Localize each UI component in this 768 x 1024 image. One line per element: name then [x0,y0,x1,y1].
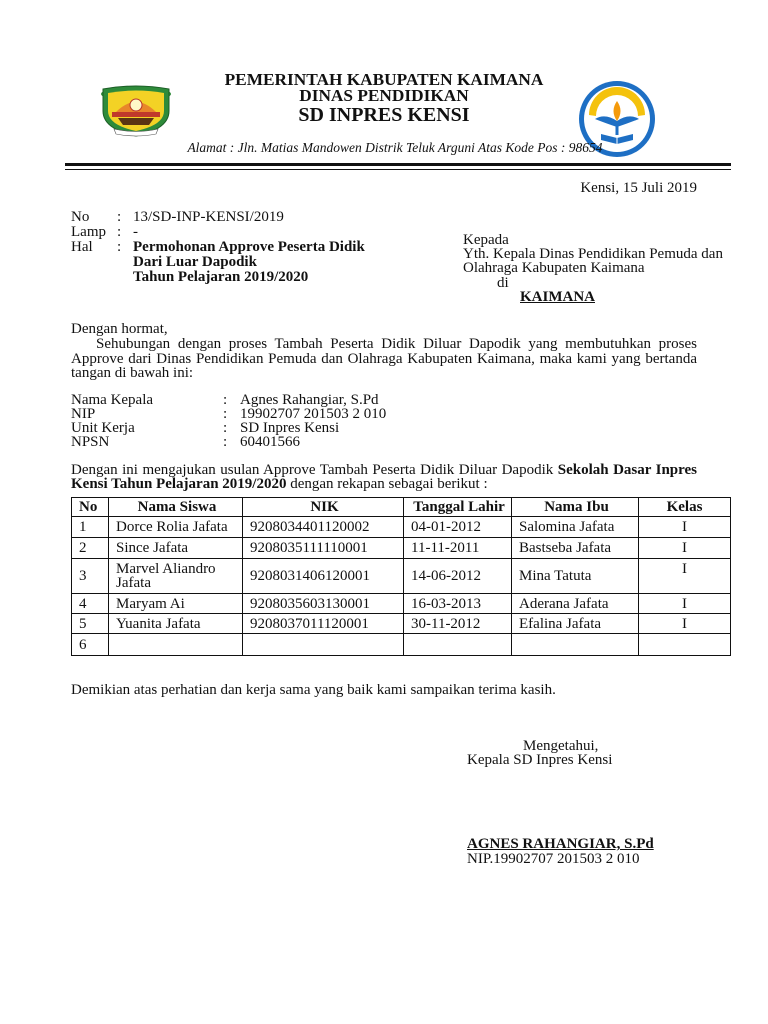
agency-title: DINAS PENDIDIKAN [299,86,469,105]
signature-nip: NIP.19902707 201503 2 010 [467,851,640,867]
proposal-text: dengan rekapan sebagai berikut : [290,476,488,492]
reference-hal-label: Hal [71,239,93,255]
cell-grade: I [639,614,731,634]
cell-no: 3 [72,559,109,594]
signer-field-separator: : [223,434,228,450]
signer-field-value: SD Inpres Kensi [240,420,340,436]
table-row [72,614,731,634]
cell-no: 5 [72,614,109,634]
recipient-city: KAIMANA [520,289,595,305]
greeting: Dengan hormat, [71,321,168,337]
students-table [71,497,731,656]
column-header-grade: Kelas [639,498,731,517]
letterhead-rule-thick [65,163,731,166]
table-row [72,634,731,656]
cell-mother: Efalina Jafata [512,614,639,634]
recipient-to: Kepada [463,232,509,248]
intro-line: tangan di bawah ini: [71,365,194,381]
reference-lamp-label: Lamp [71,224,106,240]
signer-field-value: 19902707 201503 2 010 [240,406,387,422]
cell-nik: 9208031406120001 [243,559,404,594]
cell-name: Since Jafata [109,538,243,559]
column-header-name: Nama Siswa [109,498,243,517]
cell-birth-date: 04-01-2012 [404,517,512,538]
cell-grade: I [639,594,731,614]
cell-grade: I [639,517,731,538]
table-row [72,594,731,614]
cell-no: 6 [72,634,109,656]
signer-field-label: NIP [71,406,96,422]
cell-birth-date: 30-11-2012 [404,614,512,634]
cell-mother: Bastseba Jafata [512,538,639,559]
cell-nik [243,634,404,656]
cell-nik: 9208034401120002 [243,517,404,538]
cell-name [109,634,243,656]
cell-birth-date: 16-03-2013 [404,594,512,614]
reference-hal-line: Tahun Pelajaran 2019/2020 [133,269,309,285]
cell-mother: Salomina Jafata [512,517,639,538]
reference-lamp-value: - [133,224,138,240]
table-row [72,517,731,538]
cell-mother [512,634,639,656]
table-row [72,538,731,559]
signer-field-label: Unit Kerja [71,420,135,436]
cell-nik: 9208037011120001 [243,614,404,634]
letterhead-rule-thin [65,169,731,170]
recipient-at: di [497,275,509,291]
reference-lamp-separator: : [117,224,122,240]
closing-sentence: Demikian atas perhatian dan kerja sama yang baik kami sampaikan terima kasih. [71,682,556,698]
recipient-line: Yth. Kepala Dinas Pendidikan Pemuda dan [463,246,723,262]
signer-field-separator: : [223,392,228,408]
column-header-nik: NIK [243,498,404,517]
proposal-school-name: Sekolah Dasar Inpres [557,462,698,478]
cell-birth-date: 14-06-2012 [404,559,512,594]
signer-field-separator: : [223,406,228,422]
cell-mother: Mina Tatuta [512,559,639,594]
cell-grade: I [639,559,731,594]
signer-field-value: Agnes Rahangiar, S.Pd [240,392,379,408]
cell-nik: 9208035603130001 [243,594,404,614]
cell-mother: Aderana Jafata [512,594,639,614]
signer-field-label: Nama Kepala [71,392,154,408]
proposal-text: Dengan ini mengajukan usulan Approve Tambah Peserta Didik Diluar Dapodik [71,462,554,478]
intro-line: Sehubungan dengan proses Tambah Peserta Didik Diluar Dapodik yang membutuhkan proses [96,336,697,352]
table-row [72,559,731,594]
cell-birth-date: 11-11-2011 [404,538,512,559]
recipient-line: Olahraga Kabupaten Kaimana [463,260,645,276]
reference-hal-separator: : [117,239,122,255]
reference-hal-line: Permohonan Approve Peserta Didik [133,239,365,255]
table-header-row [72,498,731,517]
proposal-line [71,477,488,492]
reference-no-separator: : [117,209,122,225]
school-address: Alamat : Jln. Matias Mandowen Distrik Teluk Arguni Atas Kode Pos : 98654 [187,140,603,155]
cell-grade: I [639,538,731,559]
intro-line: Approve dari Dinas Pendidikan Pemuda dan Olahraga Kabupaten Kaimana, maka kami yang bertanda [71,351,697,367]
reference-hal-line: Dari Luar Dapodik [133,254,257,270]
cell-name: Maryam Ai [109,594,243,614]
signer-field-value: 60401566 [240,434,300,450]
cell-no: 2 [72,538,109,559]
signature-name: AGNES RAHANGIAR, S.Pd [467,836,654,852]
cell-name: Yuanita Jafata [109,614,243,634]
cell-no: 1 [72,517,109,538]
column-header-birth-date: Tanggal Lahir [404,498,512,517]
cell-no: 4 [72,594,109,614]
column-header-mother: Nama Ibu [512,498,639,517]
cell-nik: 9208035111110001 [243,538,404,559]
letter-date: Kensi, 15 Juli 2019 [580,180,697,196]
school-title: SD INPRES KENSI [298,104,470,126]
signature-position: Kepala SD Inpres Kensi [467,752,613,768]
proposal-school-year: Kensi Tahun Pelajaran 2019/2020 [71,476,287,492]
signer-field-separator: : [223,420,228,436]
government-title: PEMERINTAH KABUPATEN KAIMANA [224,70,544,89]
signature-acknowledge: Mengetahui, [523,738,599,754]
cell-birth-date [404,634,512,656]
reference-no-value: 13/SD-INP-KENSI/2019 [133,209,284,225]
cell-name: Marvel Aliandro Jafata [109,559,243,594]
cell-name: Dorce Rolia Jafata [109,517,243,538]
cell-grade [639,634,731,656]
column-header-no: No [72,498,109,517]
signer-field-label: NPSN [71,434,110,450]
reference-no-label: No [71,209,90,225]
